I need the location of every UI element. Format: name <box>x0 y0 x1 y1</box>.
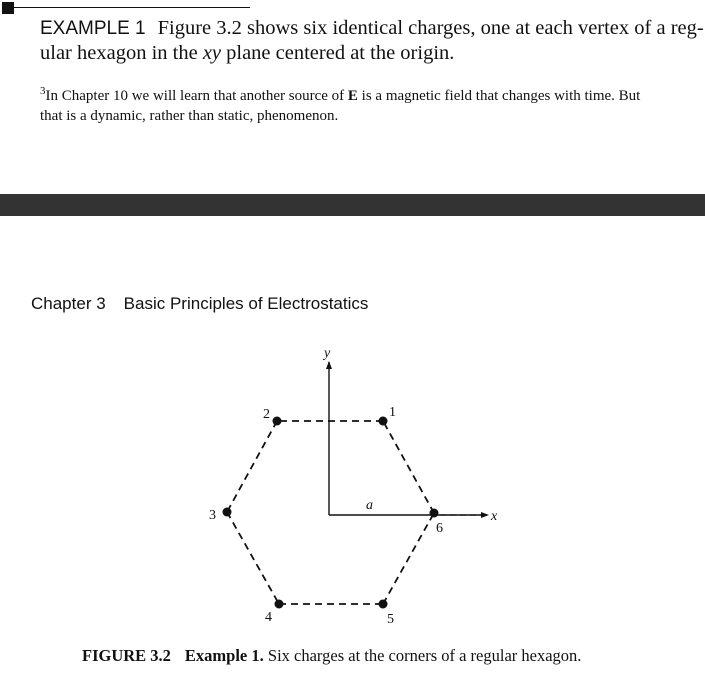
example-label: EXAMPLE 1 <box>40 18 146 39</box>
chapter-title: Basic Principles of Electrostatics <box>123 294 369 313</box>
x-axis-label: x <box>491 509 498 524</box>
vertex-label-6: 6 <box>436 521 443 536</box>
figure-caption <box>82 646 581 666</box>
charge-3 <box>223 508 232 517</box>
charge-5 <box>379 600 388 609</box>
example-variable-xy: xy <box>202 42 222 64</box>
charge-2 <box>273 417 282 426</box>
footnote-bold-e: E <box>347 88 358 104</box>
radius-label: a <box>366 498 373 513</box>
edge-2-3 <box>227 421 277 512</box>
vertex-label-3: 3 <box>209 508 216 523</box>
edge-3-4 <box>227 512 279 604</box>
example-text-2-post: plane centered at the origin. <box>221 42 455 64</box>
caption-bold-text: Example 1. <box>184 646 264 665</box>
edge-5-6 <box>383 513 434 604</box>
footnote-line-2: that is a dynamic, rather than static, phenomenon. <box>40 108 339 124</box>
hexagon-edges <box>227 421 434 604</box>
vertex-label-4: 4 <box>265 610 272 625</box>
charge-4 <box>275 600 284 609</box>
footnote-marker: 3 <box>40 85 46 97</box>
chapter-number: Chapter 3 <box>31 294 106 313</box>
vertex-label-5: 5 <box>387 612 394 627</box>
footnote-text-1-pre: In Chapter 10 we will learn that another source of <box>45 88 348 104</box>
charge-6 <box>430 509 439 518</box>
y-axis-label: y <box>324 346 331 361</box>
caption-text: Six charges at the corners of a regular hexagon. <box>263 646 582 665</box>
example-text-2-pre: ular hexagon in the <box>40 42 203 64</box>
edge-6-1 <box>383 421 434 513</box>
vertex-label-1: 1 <box>389 405 396 420</box>
charge-1 <box>379 417 388 426</box>
vertex-label-2: 2 <box>263 407 270 422</box>
caption-label: FIGURE 3.2 <box>82 646 171 665</box>
footnote-text-1-post: is a magnetic field that changes with time. But <box>357 88 641 104</box>
example-text-1: Figure 3.2 shows six identical charges, one at each vertex of a reg- <box>157 17 704 39</box>
